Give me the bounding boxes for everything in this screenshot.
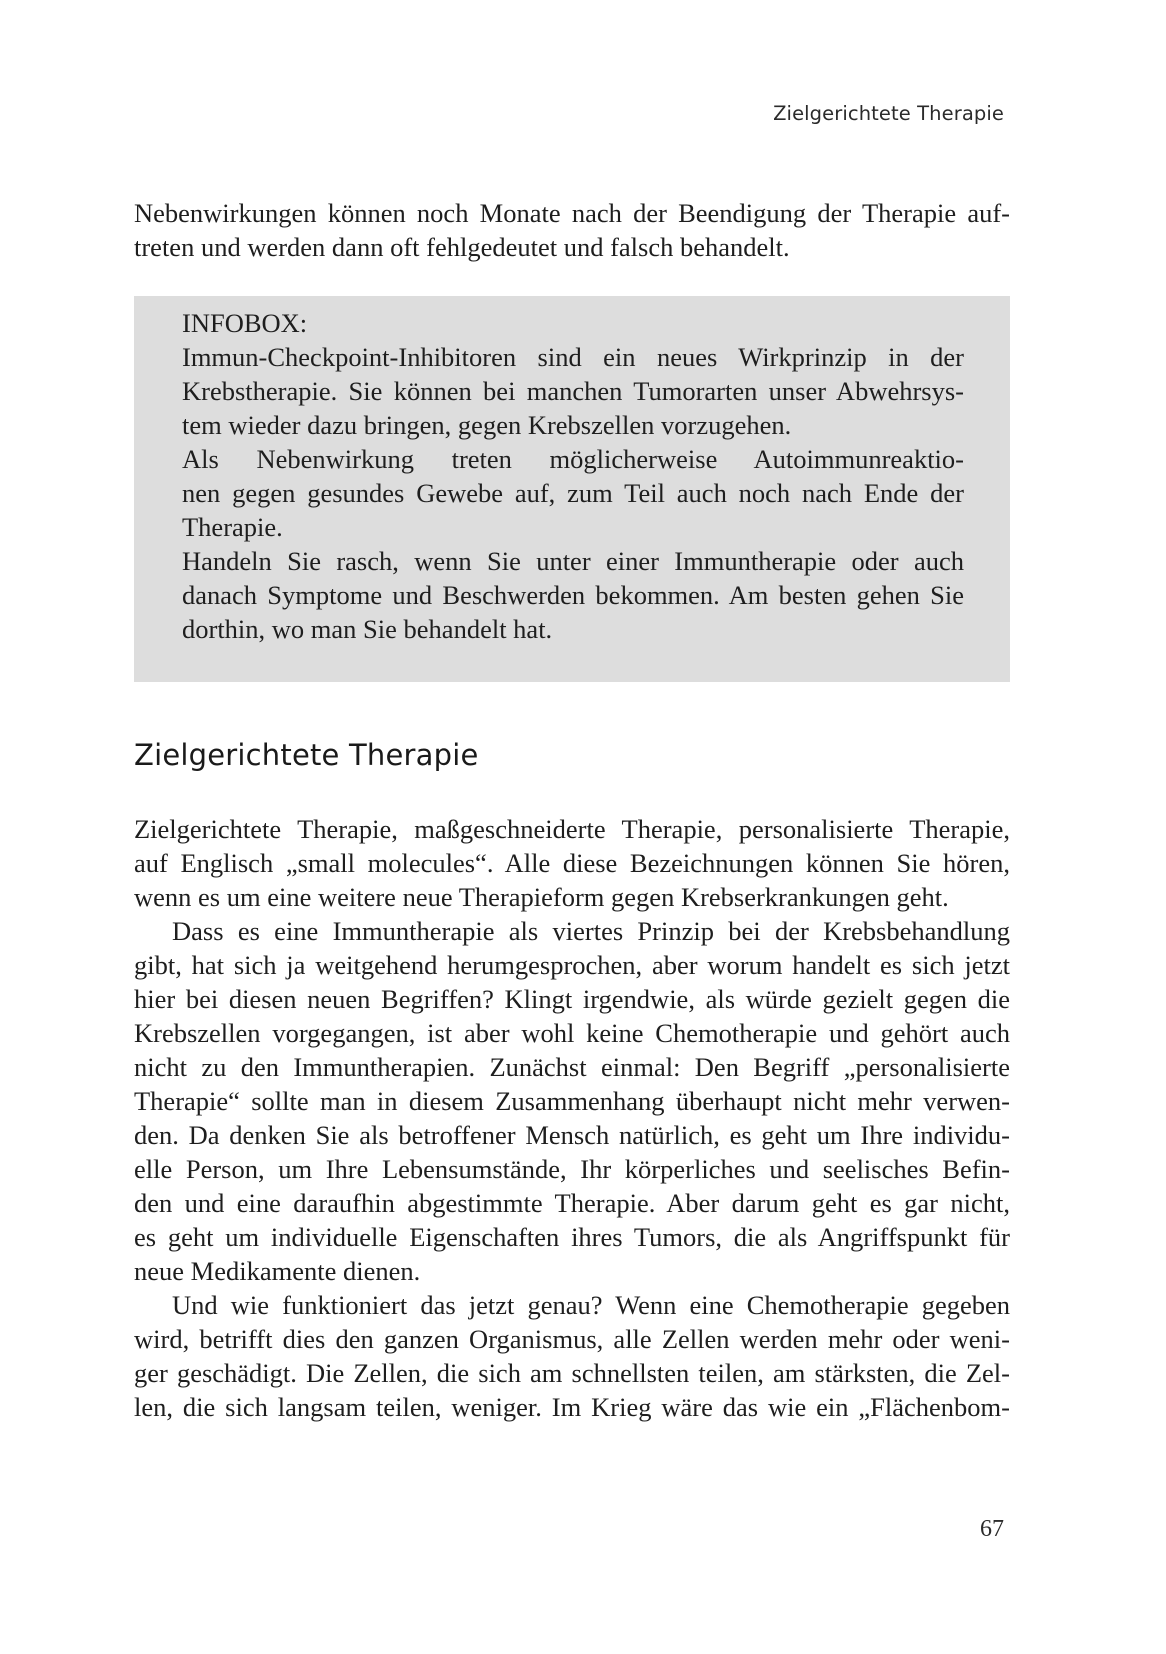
text-line: elle Person, um Ihre Lebensumstände, Ihr körperliches und seelisches Befin- <box>134 1154 1010 1184</box>
intro-paragraph <box>134 196 1010 264</box>
text-line: Krebszellen vorgegangen, ist aber wohl keine Chemotherapie und gehört auch <box>134 1018 1010 1048</box>
text-line: gibt, hat sich ja weitgehend herumgesprochen, aber worum handelt es sich jetzt <box>134 950 1010 980</box>
infobox <box>134 296 1010 682</box>
running-head: Zielgerichtete Therapie <box>773 102 1004 125</box>
text-line: treten und werden dann oft fehlgedeutet und falsch behandelt. <box>134 232 790 262</box>
text-line: tem wieder dazu bringen, gegen Krebszellen vorzugehen. <box>182 410 792 440</box>
text-line: hier bei diesen neuen Begriffen? Klingt irgendwie, als würde gezielt gegen die <box>134 984 1010 1014</box>
text-line: Dass es eine Immuntherapie als viertes Prinzip bei der Krebsbehandlung <box>172 916 1010 946</box>
text-line: auf Englisch „small molecules“. Alle diese Bezeichnungen können Sie hören, <box>134 848 1010 878</box>
text-line: nicht zu den Immuntherapien. Zunächst einmal: Den Begriff „personalisierte <box>134 1052 1010 1082</box>
text-line: Handeln Sie rasch, wenn Sie unter einer Immuntherapie oder auch <box>182 546 964 576</box>
text-line: Immun-Checkpoint-Inhibitoren sind ein neues Wirkprinzip in der <box>182 342 964 372</box>
text-line: es geht um individuelle Eigenschaften ihres Tumors, die als Angriffspunkt für <box>134 1222 1010 1252</box>
text-line: danach Symptome und Beschwerden bekommen. Am besten gehen Sie <box>182 580 964 610</box>
text-line: ger geschädigt. Die Zellen, die sich am schnellsten teilen, am stärksten, die Zel- <box>134 1358 1010 1388</box>
text-line: nen gegen gesundes Gewebe auf, zum Teil auch noch nach Ende der <box>182 478 964 508</box>
text-line: Nebenwirkungen können noch Monate nach der Beendigung der Therapie auf- <box>134 198 1010 228</box>
text-line: wird, betrifft dies den ganzen Organismus, alle Zellen werden mehr oder weni- <box>134 1324 1010 1354</box>
text-line: wenn es um eine weitere neue Therapieform gegen Krebserkrankungen geht. <box>134 882 949 912</box>
text-line: den und eine daraufhin abgestimmte Therapie. Aber darum geht es gar nicht, <box>134 1188 1010 1218</box>
text-line: Zielgerichtete Therapie, maßgeschneiderte Therapie, personalisierte Therapie, <box>134 814 1010 844</box>
infobox-title: INFOBOX: <box>182 308 308 338</box>
text-line: dorthin, wo man Sie behandelt hat. <box>182 614 553 644</box>
text-line: len, die sich langsam teilen, weniger. Im Krieg wäre das wie ein „Flächenbom- <box>134 1392 1010 1422</box>
page-number: 67 <box>980 1516 1004 1542</box>
text-line: Krebstherapie. Sie können bei manchen Tumorarten unser Abwehrsys- <box>182 376 964 406</box>
infobox-text <box>182 306 964 646</box>
text-line: den. Da denken Sie als betroffener Mensch natürlich, es geht um Ihre individu- <box>134 1120 1010 1150</box>
text-line: neue Medikamente dienen. <box>134 1256 421 1286</box>
text-line: Als Nebenwirkung treten möglicherweise Autoimmunreaktio- <box>182 444 964 474</box>
body-text <box>134 812 1010 1424</box>
text-line: Therapie“ sollte man in diesem Zusammenhang überhaupt nicht mehr verwen- <box>134 1086 1010 1116</box>
text-line: Und wie funktioniert das jetzt genau? Wenn eine Chemotherapie gegeben <box>172 1290 1010 1320</box>
text-line: Therapie. <box>182 512 283 542</box>
section-heading: Zielgerichtete Therapie <box>134 738 479 772</box>
